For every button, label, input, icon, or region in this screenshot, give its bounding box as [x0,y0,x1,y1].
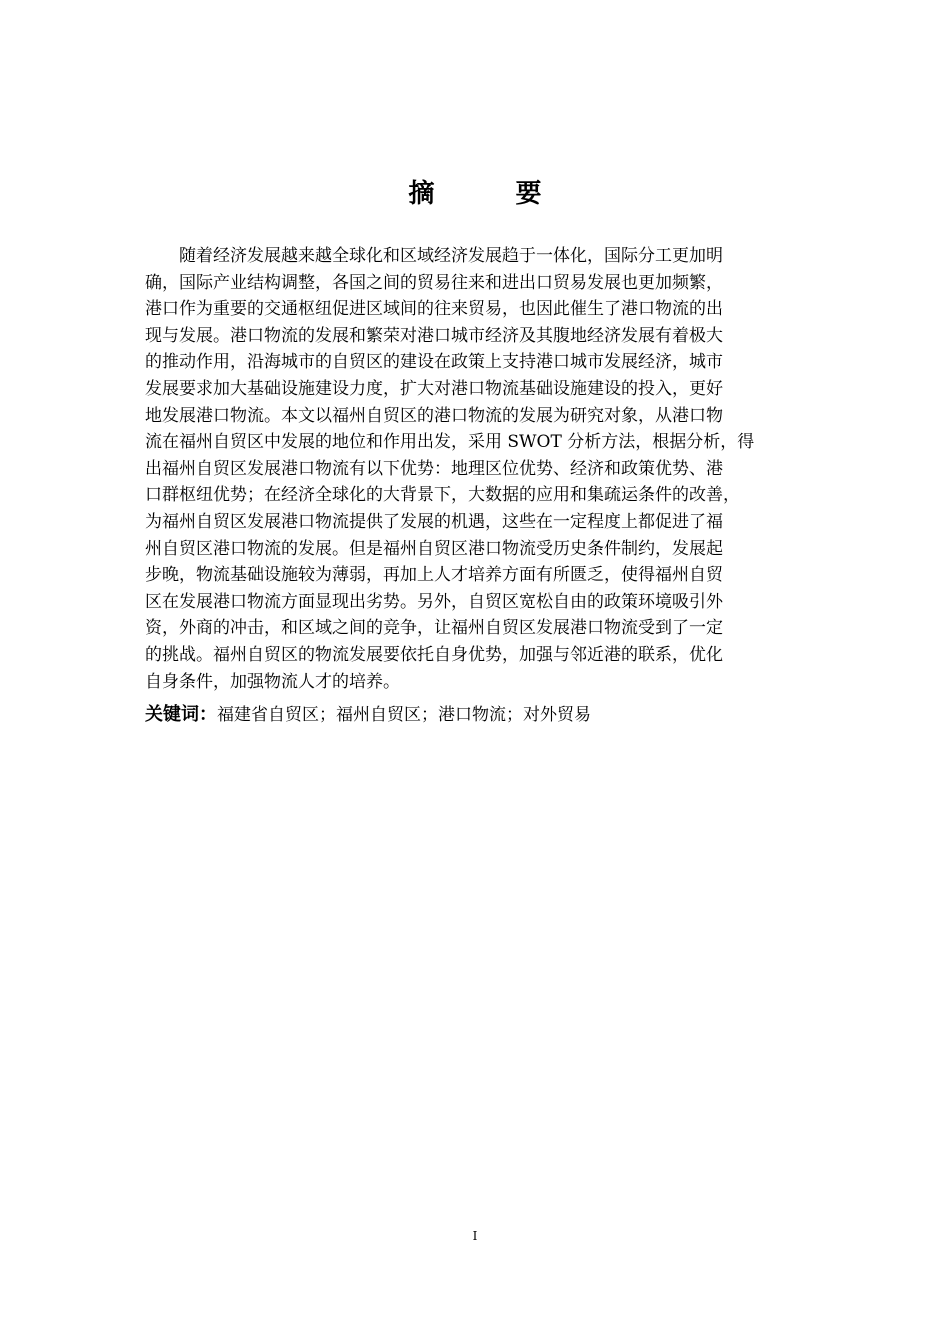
abstract-line: 为福州自贸区发展港口物流提供了发展的机遇，这些在一定程度上都促进了福 [145,511,723,532]
abstract-line: 口群枢纽优势；在经济全球化的大背景下，大数据的应用和集疏运条件的改善， [145,485,740,506]
abstract-line: 步晚，物流基础设施较为薄弱，再加上人才培养方面有所匮乏，使得福州自贸 [145,565,723,586]
abstract-line: 港口作为重要的交通枢纽促进区域间的往来贸易，也因此催生了港口物流的出 [145,299,723,320]
keywords-label: 关键词： [145,704,217,725]
abstract-line: 的挑战。福州自贸区的物流发展要依托自身优势，加强与邻近港的联系，优化 [145,644,723,665]
abstract-body [145,243,807,695]
keywords-text: 福建省自贸区；福州自贸区；港口物流；对外贸易 [217,705,591,725]
abstract-title: 摘 要 [408,179,578,209]
abstract-line: 出福州自贸区发展港口物流有以下优势：地理区位优势、经济和政策优势、港 [145,458,723,479]
abstract-line: 的推动作用，沿海城市的自贸区的建设在政策上支持港口城市发展经济，城市 [145,352,723,373]
abstract-line: 地发展港口物流。本文以福州自贸区的港口物流的发展为研究对象，从港口物 [145,405,723,426]
abstract-line: 自身条件，加强物流人才的培养。 [145,671,400,692]
abstract-line: 州自贸区港口物流的发展。但是福州自贸区港口物流受历史条件制约，发展起 [145,538,723,559]
abstract-line: 区在发展港口物流方面显现出劣势。另外，自贸区宽松自由的政策环境吸引外 [145,591,723,612]
abstract-line: 资，外商的冲击，和区域之间的竞争，让福州自贸区发展港口物流受到了一定 [145,618,723,639]
abstract-line: 流在福州自贸区中发展的地位和作用出发，采用 SWOT 分析方法，根据分析，得 [145,432,755,453]
abstract-line: 随着经济发展越来越全球化和区域经济发展趋于一体化，国际分工更加明 [145,246,723,266]
abstract-line: 发展要求加大基础设施建设力度，扩大对港口物流基础设施建设的投入，更好 [145,378,723,399]
abstract-line: 确，国际产业结构调整，各国之间的贸易往来和进出口贸易发展也更加频繁， [145,272,723,293]
abstract-line: 现与发展。港口物流的发展和繁荣对港口城市经济及其腹地经济发展有着极大 [145,325,723,346]
keywords-line [145,701,807,729]
page-number: I [472,1229,478,1243]
